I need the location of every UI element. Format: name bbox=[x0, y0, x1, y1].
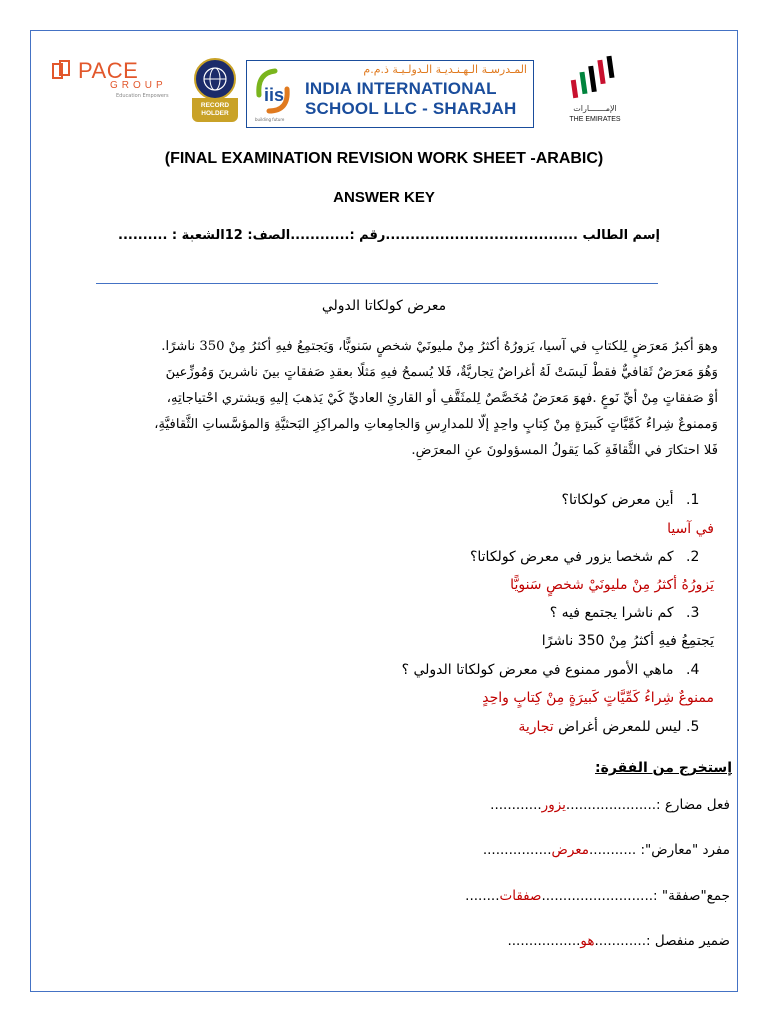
pace-name: PACE bbox=[78, 58, 139, 83]
extract-answer: هو bbox=[580, 933, 595, 949]
question-1 bbox=[562, 492, 714, 508]
guinness-record-badge bbox=[192, 58, 240, 124]
passage-line: وهوَ أكبرُ مَعرَضٍ لِلكتابِ في آسيا، يَزورُهُ أكثرُ مِنْ مليونَيْ شخصٍ سَنويًّا، وَيَجتمِعُ فيهِ أكثرُ مِنْ 350 ناشرًا. bbox=[161, 339, 718, 354]
school-name-arabic: المـدرسـة الـهـنـديـة الـدولـيـة ذ.م.م bbox=[363, 63, 527, 76]
answer-key-subtitle: ANSWER KEY bbox=[333, 189, 435, 206]
pace-group-text: GROUP bbox=[110, 80, 167, 91]
passage-line: وَهُوَ مَعرَضٌ ثَقافيٌّ فقطْ لَيسَتْ لَهُ أغراضٌ تِجاريَّةٌ، فَلا يُسمحُ فيهِ مَثلًا بعقدِ صَفقاتٍ بينَ ناشرينَ وَمُوزِّعينَ bbox=[165, 365, 718, 380]
question-text: كم شخصا يزور في معرض كولكاتا؟ bbox=[469, 549, 674, 565]
school-name-line1: INDIA INTERNATIONAL bbox=[305, 79, 497, 98]
extract-item-singular bbox=[483, 842, 730, 858]
question-text: كم ناشرا يجتمع فيه ؟ bbox=[549, 605, 674, 621]
passage-body bbox=[40, 334, 718, 464]
divider bbox=[96, 283, 658, 284]
extract-answer: يزور bbox=[541, 797, 566, 813]
question-number: .4 bbox=[686, 662, 700, 678]
passage-title: معرض كولكاتا الدولي bbox=[321, 298, 447, 314]
extract-suffix: ................ bbox=[482, 842, 552, 858]
guinness-line2: HOLDER bbox=[201, 110, 229, 117]
pace-group-logo bbox=[52, 60, 172, 110]
question-4 bbox=[402, 662, 714, 678]
passage-line: أوْ صَفقاتٍ مِنْ أيِّ نَوعٍ .فهوَ مَعرَضٌ مُخَصَّصٌ لِلمثَقَّفِ أو القارئِ العاديِّ كَيْ يَذهبَ إليهِ وَيشتري احْتياجاتِهِ، bbox=[166, 391, 718, 406]
question-number: .2 bbox=[686, 549, 700, 565]
question-text: ليس للمعرض أغراض bbox=[558, 719, 682, 735]
emirates-arabic: الإمـــــــارات bbox=[573, 104, 617, 113]
extract-prefix: فعل مضارع :..................... bbox=[565, 797, 730, 813]
extract-heading: إستخرج من الفقرة: bbox=[595, 760, 732, 776]
school-name-line2: SCHOOL LLC - SHARJAH bbox=[305, 99, 517, 118]
extract-item-verb bbox=[490, 797, 730, 813]
question-text: أين معرض كولكاتا؟ bbox=[561, 492, 674, 508]
pace-mark-icon bbox=[52, 60, 74, 82]
extract-item-pronoun bbox=[507, 933, 730, 949]
worksheet-title: (FINAL EXAMINATION REVISION WORK SHEET -ARABIC) bbox=[164, 150, 604, 167]
extract-suffix: ............ bbox=[490, 797, 542, 813]
question-2 bbox=[470, 549, 714, 565]
passage-line: وَممنوعٌ شِراءُ كَمِّيَّاتٍ كَبيرَةٍ مِنْ كِتابٍ واحِدٍ إلّا للمدارِسِ وَالجامِعاتِ والمراكِزِ البَحثيَّةِ وَالمؤسَّساتِ الثَّقافيَّةِ، bbox=[154, 417, 718, 432]
iis-emblem-icon bbox=[253, 65, 293, 117]
extract-answer: معرض bbox=[551, 842, 590, 858]
extract-answer: صفقات bbox=[499, 888, 542, 904]
question-number: .3 bbox=[686, 605, 700, 621]
emirates-bars-icon bbox=[562, 54, 628, 104]
extract-prefix: ضمير منفصل :............ bbox=[594, 933, 730, 949]
question-number: .1 bbox=[686, 492, 700, 508]
answer-4: ممنوعٌ شِراءُ كَمِّيَّاتٍ كَبيرَةٍ مِنْ كِتابٍ واحِدٍ bbox=[482, 690, 714, 706]
question-text: ماهي الأمور ممنوع في معرض كولكاتا الدولي ؟ bbox=[401, 662, 674, 678]
extract-prefix: جمع"صفقة" :.......................... bbox=[541, 888, 730, 904]
school-tagline: building future bbox=[255, 117, 285, 122]
emirates-english: THE EMIRATES bbox=[569, 116, 621, 123]
extract-suffix: ........ bbox=[465, 888, 500, 904]
passage-line: فَلا احتكارَ في الثَّقافَةِ كَما يَقولُ المسؤولونَ عنِ المعرَضِ. bbox=[411, 443, 718, 458]
question-number: .5 bbox=[686, 719, 700, 735]
guinness-line1: RECORD bbox=[200, 102, 230, 109]
extract-suffix: ................. bbox=[507, 933, 581, 949]
question-5 bbox=[518, 719, 714, 735]
extract-item-plural bbox=[465, 888, 730, 904]
answer-2: يَزورُهُ أكثرُ مِنْ مليونَيْ شخصٍ سَنويًّا bbox=[510, 577, 714, 593]
emirates-logo bbox=[562, 54, 632, 132]
school-logo bbox=[246, 60, 534, 128]
pace-tagline: Education Empowers bbox=[116, 93, 169, 99]
student-info-line: إسم الطالب .......................................رقم :............الصف: 12الشعبة : .......... bbox=[118, 228, 660, 243]
globe-icon bbox=[194, 58, 236, 100]
answer-1: في آسيا bbox=[667, 521, 714, 537]
question-3 bbox=[550, 605, 714, 621]
answer-5: تجارية bbox=[518, 719, 554, 735]
answer-3: يَجتمِعُ فيهِ أكثرُ مِنْ 350 ناشرًا bbox=[541, 633, 714, 649]
extract-prefix: مفرد "معارض": ........... bbox=[589, 842, 730, 858]
svg-text:iis: iis bbox=[264, 85, 285, 105]
